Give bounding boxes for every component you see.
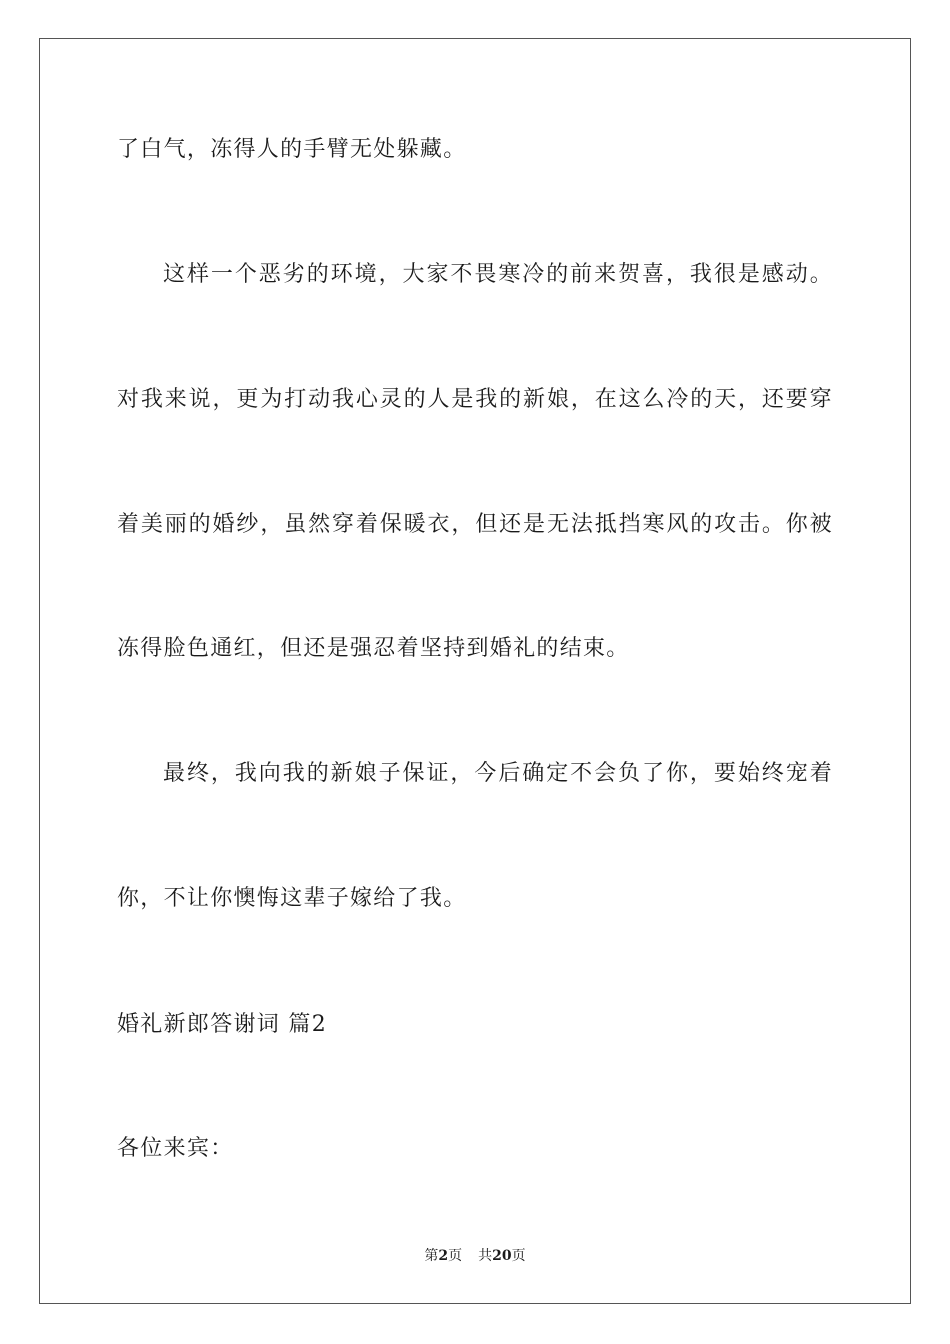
footer-page-suffix: 页 xyxy=(448,1248,463,1264)
page-footer xyxy=(0,1246,950,1266)
footer-page-number: 2 xyxy=(438,1248,449,1264)
paragraph-line: 你，不让你懊悔这辈子嫁给了我。 xyxy=(117,886,467,911)
paragraph-line: 最终，我向我的新娘子保证，今后确定不会负了你，要始终宠着 xyxy=(163,761,833,786)
paragraph-line: 这样一个恶劣的环境，大家不畏寒冷的前来贺喜，我很是感动。 xyxy=(163,262,833,287)
paragraph-line: 着美丽的婚纱，虽然穿着保暖衣，但还是无法抵挡寒风的攻击。你被 xyxy=(117,512,833,537)
salutation: 各位来宾： xyxy=(117,1136,234,1161)
footer-total-pages: 20 xyxy=(492,1248,512,1264)
paragraph-line: 了白气，冻得人的手臂无处躲藏。 xyxy=(117,137,467,162)
paragraph-line: 对我来说，更为打动我心灵的人是我的新娘，在这么冷的天，还要穿 xyxy=(117,387,833,412)
paragraph-line: 冻得脸色通红，但还是强忍着坚持到婚礼的结束。 xyxy=(117,636,630,661)
page-border xyxy=(39,38,911,1304)
footer-total-suffix: 页 xyxy=(511,1248,526,1264)
footer-page-prefix: 第 xyxy=(424,1248,439,1264)
section-heading: 婚礼新郎答谢词 篇2 xyxy=(117,1012,327,1037)
footer-total-prefix: 共 xyxy=(478,1248,493,1264)
